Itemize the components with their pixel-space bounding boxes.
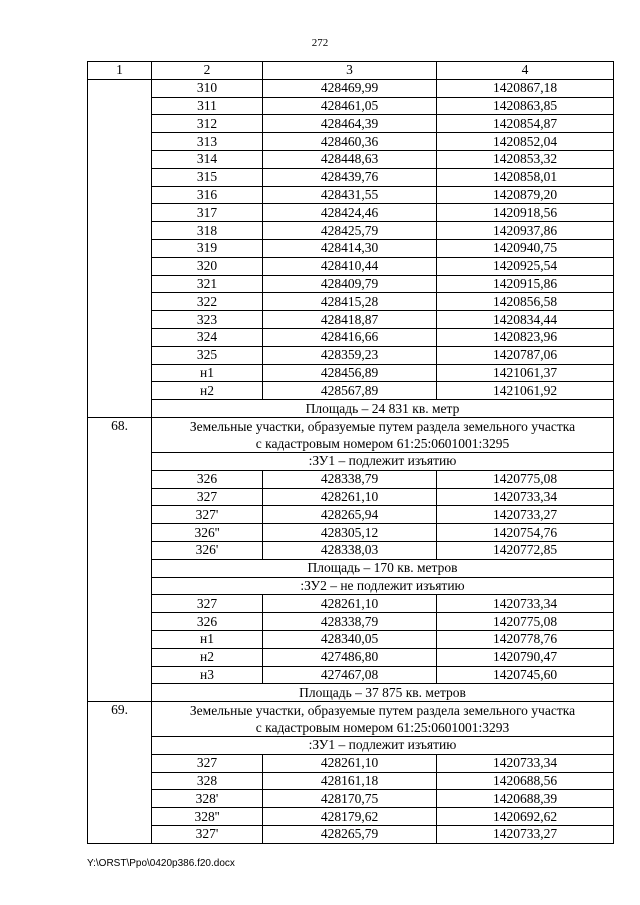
table-row [88,150,614,168]
y-coordinate-cell: 1420879,20 [437,186,614,204]
point-number-cell: 325 [152,346,263,364]
table-row [88,488,614,506]
x-coordinate-cell: 428305,12 [263,524,437,542]
table-row [88,204,614,222]
table-row [88,186,614,204]
x-coordinate-cell: 428424,46 [263,204,437,222]
table-row [88,595,614,613]
table-row [88,311,614,329]
y-coordinate-cell: 1420778,76 [437,630,614,648]
x-coordinate-cell: 428464,39 [263,115,437,133]
area-row [88,400,614,418]
y-coordinate-cell: 1420852,04 [437,133,614,151]
x-coordinate-cell: 428439,76 [263,168,437,186]
table-row [88,506,614,524]
point-number-cell: 321 [152,275,263,293]
x-coordinate-cell: 428261,10 [263,754,437,772]
table-row [88,293,614,311]
table-row [88,115,614,133]
x-coordinate-cell: 428431,55 [263,186,437,204]
x-coordinate-cell: 428460,36 [263,133,437,151]
sub-parcel-label-row [88,737,614,755]
point-number-cell: 323 [152,311,263,329]
parcel-title-line-2: с кадастровым номером 61:25:0601001:3295 [255,435,510,451]
table-row [88,275,614,293]
y-coordinate-cell: 1420790,47 [437,648,614,666]
point-number-cell: 312 [152,115,263,133]
y-coordinate-cell: 1420733,34 [437,595,614,613]
y-coordinate-cell: 1420834,44 [437,311,614,329]
parcel-title-row [88,417,614,452]
point-number-cell: 322 [152,293,263,311]
x-coordinate-cell: 428265,94 [263,506,437,524]
column-header-1: 1 [88,62,152,80]
area-row-cell: Площадь – 170 кв. метров [152,559,614,577]
table-row [88,772,614,790]
point-number-cell: 327 [152,754,263,772]
sub-parcel-label-row-cell: :ЗУ2 – не подлежит изъятию [152,577,614,595]
y-coordinate-cell: 1420856,58 [437,293,614,311]
table-row [88,630,614,648]
parcel-title-line-1: Земельные участки, образуемые путем раздела земельного участка [189,418,576,434]
point-number-cell: 317 [152,204,263,222]
table-row [88,790,614,808]
area-row [88,684,614,702]
sub-parcel-label-row-cell: :ЗУ1 – подлежит изъятию [152,452,614,470]
point-number-cell: 310 [152,79,263,97]
point-number-cell: 326' [152,541,263,559]
point-number-cell: 315 [152,168,263,186]
sub-parcel-label-row [88,577,614,595]
point-number-cell: 326 [152,470,263,488]
table-row [88,613,614,631]
y-coordinate-cell: 1420754,76 [437,524,614,542]
point-number-cell: 314 [152,150,263,168]
x-coordinate-cell: 428261,10 [263,488,437,506]
table-row [88,328,614,346]
table-row [88,346,614,364]
table-row [88,826,614,844]
table-row [88,257,614,275]
y-coordinate-cell: 1420775,08 [437,470,614,488]
table-row [88,382,614,400]
x-coordinate-cell: 428461,05 [263,97,437,115]
parcel-title-line-2: с кадастровым номером 61:25:0601001:3293 [255,720,510,736]
y-coordinate-cell: 1420775,08 [437,613,614,631]
point-number-cell: 316 [152,186,263,204]
page-number: 272 [311,37,329,49]
item-number-cell: 68. [88,417,152,701]
column-header-4: 4 [437,62,614,80]
point-number-cell: 326'' [152,524,263,542]
x-coordinate-cell: 428161,18 [263,772,437,790]
table-row [88,666,614,684]
y-coordinate-cell: 1420853,32 [437,150,614,168]
point-number-cell: 327' [152,506,263,524]
y-coordinate-cell: 1420863,85 [437,97,614,115]
table-row [88,808,614,826]
column-header-2: 2 [152,62,263,80]
point-number-cell: 327 [152,488,263,506]
sub-parcel-label-row-cell: :ЗУ1 – подлежит изъятию [152,737,614,755]
y-coordinate-cell: 1420733,34 [437,488,614,506]
y-coordinate-cell: 1420858,01 [437,168,614,186]
x-coordinate-cell: 428340,05 [263,630,437,648]
x-coordinate-cell: 428456,89 [263,364,437,382]
y-coordinate-cell: 1420823,96 [437,328,614,346]
y-coordinate-cell: 1420918,56 [437,204,614,222]
y-coordinate-cell: 1420733,27 [437,506,614,524]
y-coordinate-cell: 1420733,27 [437,826,614,844]
table-row [88,222,614,240]
table-row [88,79,614,97]
point-number-cell: 326 [152,613,263,631]
area-row-cell: Площадь – 24 831 кв. метр [152,400,614,418]
point-number-cell: 327' [152,826,263,844]
point-number-cell: н1 [152,364,263,382]
x-coordinate-cell: 428425,79 [263,222,437,240]
point-number-cell: 320 [152,257,263,275]
table-row [88,754,614,772]
area-row-cell: Площадь – 37 875 кв. метров [152,684,614,702]
file-path-footer: Y:\ORST\Ppo\0420p386.f20.docx [87,858,235,869]
table-row [88,364,614,382]
x-coordinate-cell: 428338,79 [263,613,437,631]
y-coordinate-cell: 1420692,62 [437,808,614,826]
point-number-cell: 328' [152,790,263,808]
point-number-cell: 319 [152,239,263,257]
point-number-cell: 318 [152,222,263,240]
parcel-title-line-1: Земельные участки, образуемые путем раздела земельного участка [189,703,576,719]
y-coordinate-cell: 1420854,87 [437,115,614,133]
item-number-cell: 69. [88,702,152,844]
point-number-cell: 313 [152,133,263,151]
header-row [88,62,614,80]
x-coordinate-cell: 428179,62 [263,808,437,826]
x-coordinate-cell: 428415,28 [263,293,437,311]
x-coordinate-cell: 428469,99 [263,79,437,97]
x-coordinate-cell: 428265,79 [263,826,437,844]
table-row [88,97,614,115]
table-row [88,133,614,151]
x-coordinate-cell: 427486,80 [263,648,437,666]
x-coordinate-cell: 428338,79 [263,470,437,488]
y-coordinate-cell: 1420688,39 [437,790,614,808]
y-coordinate-cell: 1420915,86 [437,275,614,293]
y-coordinate-cell: 1420688,56 [437,772,614,790]
point-number-cell: 327 [152,595,263,613]
point-number-cell: 311 [152,97,263,115]
parcel-title [152,417,614,452]
y-coordinate-cell: 1420937,86 [437,222,614,240]
table-row [88,470,614,488]
x-coordinate-cell: 428418,87 [263,311,437,329]
x-coordinate-cell: 428416,66 [263,328,437,346]
y-coordinate-cell: 1421061,92 [437,382,614,400]
y-coordinate-cell: 1420867,18 [437,79,614,97]
x-coordinate-cell: 428261,10 [263,595,437,613]
y-coordinate-cell: 1420733,34 [437,754,614,772]
table-row [88,239,614,257]
table-row [88,648,614,666]
table-row [88,168,614,186]
y-coordinate-cell: 1421061,37 [437,364,614,382]
x-coordinate-cell: 428448,63 [263,150,437,168]
x-coordinate-cell: 428170,75 [263,790,437,808]
table-row [88,541,614,559]
column-header-3: 3 [263,62,437,80]
point-number-cell: н3 [152,666,263,684]
point-number-cell: н1 [152,630,263,648]
sub-parcel-label-row [88,452,614,470]
y-coordinate-cell: 1420940,75 [437,239,614,257]
area-row [88,559,614,577]
point-number-cell: 328'' [152,808,263,826]
x-coordinate-cell: 428567,89 [263,382,437,400]
coordinates-table [87,61,614,844]
point-number-cell: 328 [152,772,263,790]
point-number-cell: 324 [152,328,263,346]
x-coordinate-cell: 428410,44 [263,257,437,275]
table-row [88,524,614,542]
x-coordinate-cell: 427467,08 [263,666,437,684]
y-coordinate-cell: 1420925,54 [437,257,614,275]
point-number-cell: н2 [152,382,263,400]
x-coordinate-cell: 428359,23 [263,346,437,364]
parcel-title [152,702,614,737]
y-coordinate-cell: 1420772,85 [437,541,614,559]
point-number-cell: н2 [152,648,263,666]
x-coordinate-cell: 428414,30 [263,239,437,257]
x-coordinate-cell: 428409,79 [263,275,437,293]
x-coordinate-cell: 428338,03 [263,541,437,559]
y-coordinate-cell: 1420745,60 [437,666,614,684]
y-coordinate-cell: 1420787,06 [437,346,614,364]
continuation-number-cell [88,79,152,417]
parcel-title-row [88,702,614,737]
